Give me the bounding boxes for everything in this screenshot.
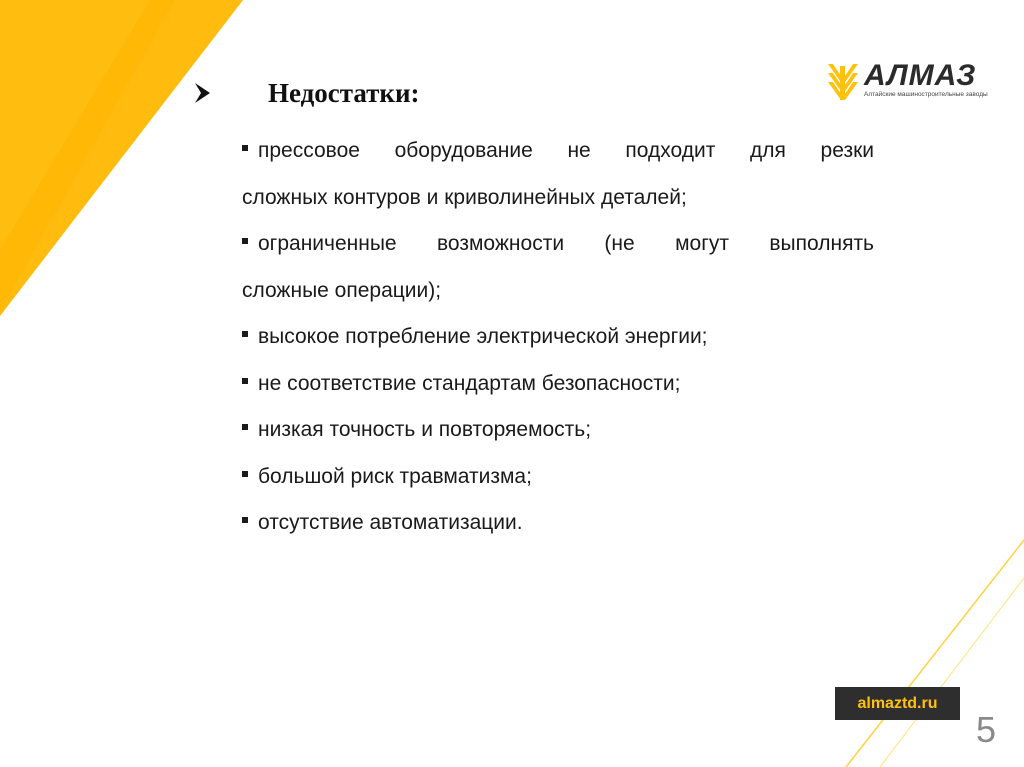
list-item (242, 221, 874, 314)
list-item-line: не соответствие стандартам безопасности; (242, 361, 874, 408)
diagonal-line-1 (846, 540, 1024, 767)
website-link[interactable]: almaztd.ru (835, 687, 960, 720)
square-bullet-icon (242, 424, 248, 430)
diagonal-line-2 (880, 578, 1024, 767)
list-item (242, 128, 874, 221)
disadvantages-list (242, 128, 874, 547)
list-item-line: низкая точность и повторяемость; (242, 407, 874, 454)
square-bullet-icon (242, 471, 248, 477)
square-bullet-icon (242, 331, 248, 337)
logo-name: АЛМАЗ (864, 59, 977, 92)
square-bullet-icon (242, 378, 248, 384)
square-bullet-icon (242, 517, 248, 523)
list-item (242, 454, 874, 501)
list-item-line: высокое потребление электрической энергии; (242, 314, 874, 361)
page-number: 5 (976, 709, 997, 750)
square-bullet-icon (242, 238, 248, 244)
list-item (242, 314, 874, 361)
wheat-ear-logo-icon (826, 60, 860, 102)
list-item-line: ограниченные возможности (не могут выполнять (242, 221, 874, 268)
list-item-line: отсутствие автоматизации. (242, 500, 874, 547)
arrowhead-bullet-icon (192, 80, 214, 106)
list-item (242, 407, 874, 454)
list-item-line: прессовое оборудование не подходит для резки (242, 128, 874, 175)
square-bullet-icon (242, 145, 248, 151)
slide-title: Недостатки: (268, 78, 420, 108)
list-item-line: сложные операции); (242, 278, 442, 302)
heading-row (192, 78, 592, 112)
logo-tagline: Алтайские машиностроительные заводы (864, 91, 988, 98)
list-item (242, 500, 874, 547)
list-item-line: большой риск травматизма; (242, 454, 874, 501)
company-logo (826, 59, 988, 104)
list-item-line: сложных контуров и криволинейных деталей; (242, 185, 687, 209)
list-item (242, 361, 874, 408)
